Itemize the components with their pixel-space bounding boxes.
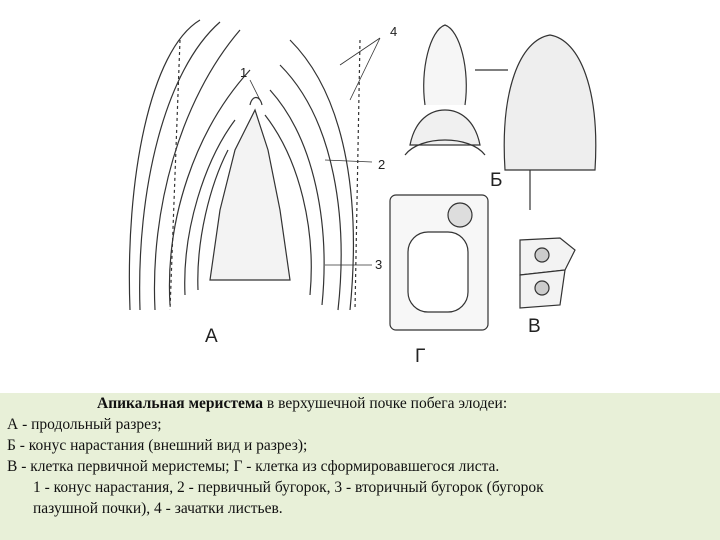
label-panel-v: В xyxy=(528,316,541,337)
meristem-figure xyxy=(110,10,615,382)
label-num-3: 3 xyxy=(375,257,383,272)
panel-a-section xyxy=(129,20,360,310)
label-num-1: 1 xyxy=(240,65,248,80)
caption-line-a: А - продольный разрез; xyxy=(7,416,162,433)
caption-line-v: В - клетка первичной меристемы; Г - клетка из сформировавшегося листа. xyxy=(7,458,500,475)
caption-legend-1: 1 - конус нарастания, 2 - первичный бугорок, 3 - вторичный бугорок (бугорок xyxy=(33,479,544,496)
label-panel-b: Б xyxy=(490,170,503,191)
label-num-4: 4 xyxy=(390,24,398,39)
caption-line-b: Б - конус нарастания (внешний вид и разрез); xyxy=(7,437,308,454)
panel-v-cells xyxy=(520,238,575,308)
label-panel-a: А xyxy=(205,326,218,347)
figure-caption xyxy=(0,393,720,540)
panel-g-cell xyxy=(390,195,488,330)
caption-title-rest: в верхушечной почке побега элодеи: xyxy=(263,395,508,412)
label-num-2: 2 xyxy=(378,157,386,172)
caption-legend-2: пазушной почки), 4 - зачатки листьев. xyxy=(33,500,283,517)
caption-title xyxy=(0,393,720,414)
label-panel-g: Г xyxy=(415,346,426,367)
caption-title-bold: Апикальная меристема xyxy=(97,395,264,412)
